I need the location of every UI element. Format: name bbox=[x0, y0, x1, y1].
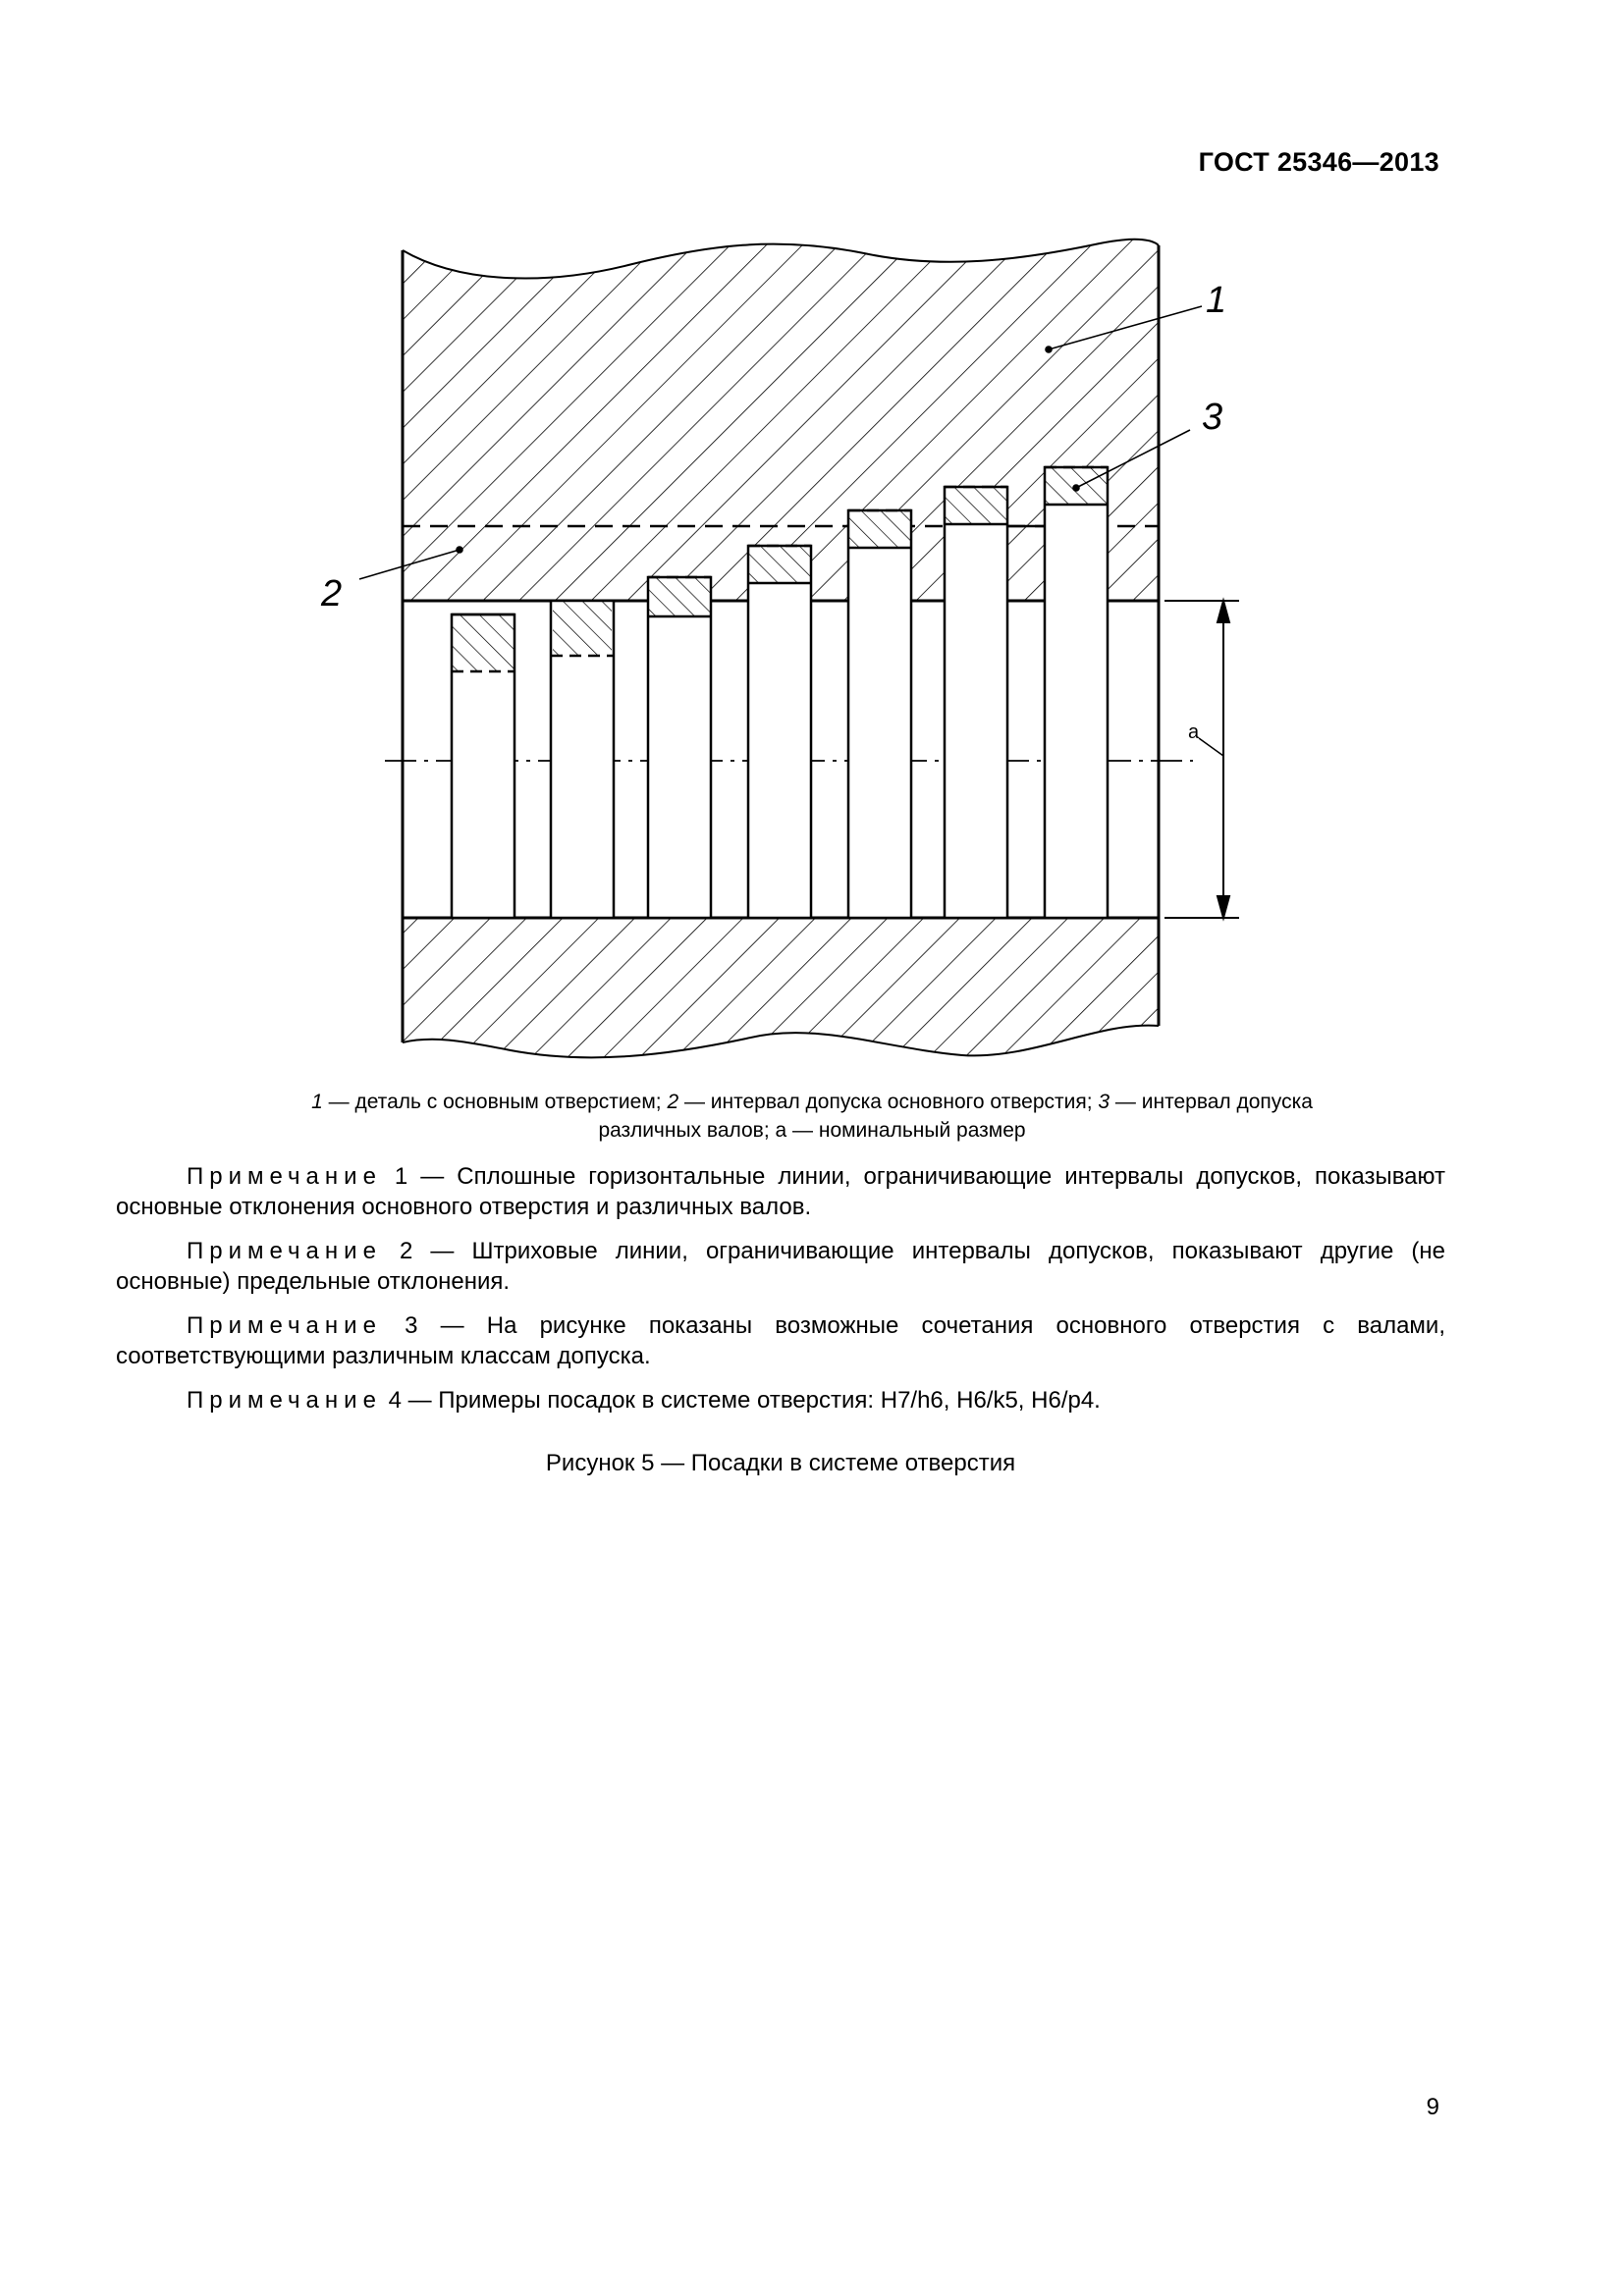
legend-num-2: 2 bbox=[667, 1091, 679, 1113]
fit-diagram bbox=[0, 0, 1624, 1080]
legend-text-3: — интервал допуска bbox=[1110, 1091, 1313, 1113]
legend-num-3: 3 bbox=[1098, 1091, 1110, 1113]
legend-text-1: — деталь с основным отверстием; bbox=[322, 1091, 668, 1113]
shaft-6 bbox=[945, 487, 1007, 918]
dimension-a bbox=[1164, 601, 1239, 918]
note-3-text: 3 — На рисунке показаны возможные сочетания основного отверстия с валами, соответствующими различным классам допуска. bbox=[116, 1312, 1445, 1369]
note-3-label: Примечание bbox=[187, 1312, 382, 1339]
figure-legend bbox=[147, 1088, 1477, 1145]
figure-legend-line-2: различных валов; а — номинальный размер bbox=[598, 1119, 1026, 1142]
shaft-7 bbox=[1045, 467, 1108, 918]
legend-text-2: — интервал допуска основного отверстия; bbox=[678, 1091, 1099, 1113]
shaft-5 bbox=[848, 510, 911, 918]
callout-1: 1 bbox=[1206, 280, 1227, 321]
callout-2: 2 bbox=[321, 573, 343, 614]
figure-title: Рисунок 5 — Посадки в системе отверстия bbox=[545, 1450, 1016, 1476]
figure-legend-line-1 bbox=[147, 1088, 1477, 1116]
note-1 bbox=[116, 1161, 1445, 1222]
note-2 bbox=[116, 1236, 1445, 1297]
shaft-1 bbox=[452, 614, 514, 918]
page-number: 9 bbox=[1426, 2094, 1439, 2120]
document-header: ГОСТ 25346—2013 bbox=[1198, 147, 1439, 177]
note-2-label: Примечание bbox=[187, 1238, 382, 1264]
note-1-label: Примечание bbox=[187, 1163, 382, 1190]
note-4-label: Примечание bbox=[187, 1387, 382, 1414]
shaft-2 bbox=[551, 601, 614, 918]
note-1-text: 1 — Сплошные горизонтальные линии, ограничивающие интервалы допусков, показывают основные отклонения основного отверстия и различных валов. bbox=[116, 1163, 1445, 1220]
note-4-text: 4 — Примеры посадок в системе отверстия: H7/h6, H6/k5, H6/p4. bbox=[381, 1387, 1101, 1414]
shaft-4 bbox=[748, 546, 811, 918]
note-4 bbox=[116, 1385, 1445, 1415]
note-3 bbox=[116, 1310, 1445, 1371]
bottom-part bbox=[403, 918, 1159, 1065]
note-2-text: 2 — Штриховые линии, ограничивающие интервалы допусков, показывают другие (не основные) предельные отклонения. bbox=[116, 1238, 1445, 1295]
callout-a: a bbox=[1188, 721, 1200, 743]
callout-3: 3 bbox=[1202, 397, 1223, 438]
shaft-3 bbox=[648, 577, 711, 918]
legend-num-1: 1 bbox=[311, 1091, 323, 1113]
